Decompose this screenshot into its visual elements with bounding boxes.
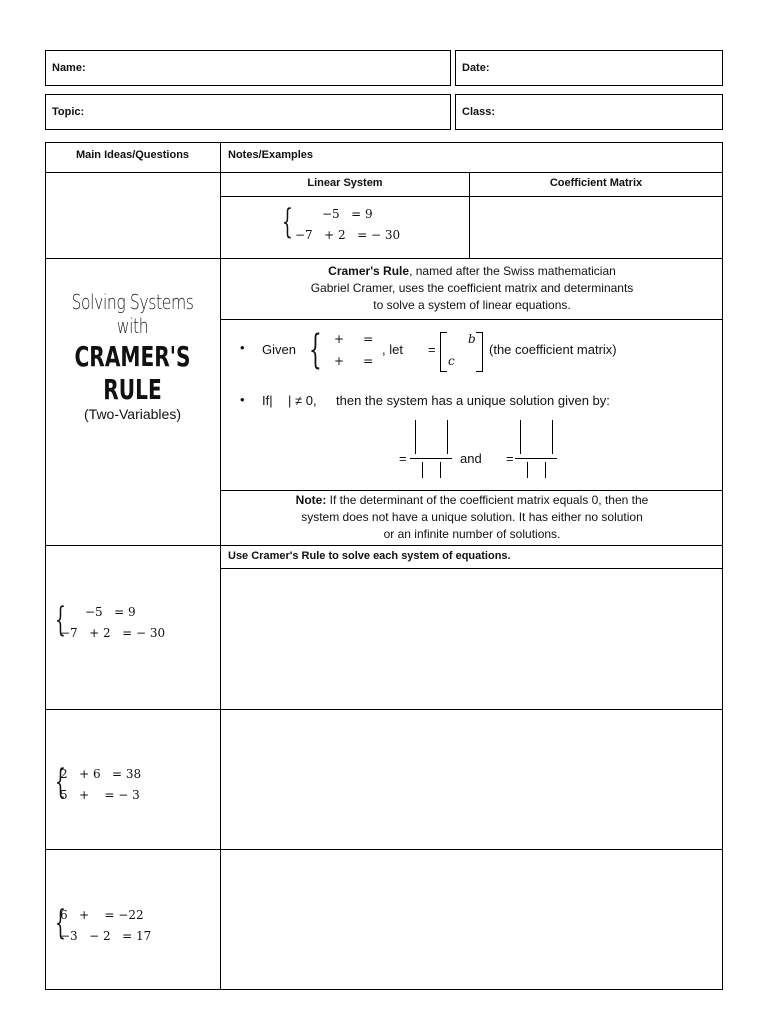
- cramers-intro-text1: , named after the Swiss mathematician: [409, 264, 616, 278]
- topic-label: Topic:: [52, 106, 85, 118]
- eq-sign-x: =: [399, 451, 407, 466]
- problem-2: [55, 764, 215, 808]
- problem-3-work-area[interactable]: [221, 850, 723, 989]
- problem-1-brace-icon: {: [55, 600, 66, 640]
- matrix-after-text: (the coefficient matrix): [489, 342, 617, 357]
- problem-2-eq2: 5 + = − 3: [60, 788, 140, 802]
- topic-field[interactable]: [45, 94, 451, 130]
- matrix-left-bracket: [440, 332, 447, 372]
- given-word: Given: [262, 342, 296, 357]
- example-eq1: −5 = 9: [322, 207, 373, 221]
- given-row2: + =: [334, 354, 374, 368]
- problem-3-eq1: 6 + = −22: [60, 908, 144, 922]
- problem-1-work-area[interactable]: [221, 569, 723, 709]
- example-eq2: −7 + 2 = − 30: [295, 228, 401, 242]
- matrix-b: b: [468, 332, 476, 346]
- problem-3-eq2: −3 − 2 = 17: [60, 929, 152, 943]
- instructions: Use Cramer's Rule to solve each system of equations.: [228, 550, 511, 562]
- bullet-icon: •: [240, 340, 245, 355]
- left-brace-icon: {: [282, 202, 293, 242]
- and-word: and: [460, 451, 482, 466]
- cramers-intro: [221, 263, 723, 314]
- det-y-den-right: [545, 462, 546, 478]
- side-title-line2: CRAMER'S RULE: [74, 340, 191, 406]
- bullet-icon-2: •: [240, 392, 245, 407]
- problem-1-eq1: −5 = 9: [85, 605, 136, 619]
- class-field[interactable]: [455, 94, 723, 130]
- date-label: Date:: [462, 62, 490, 74]
- fraction-bar-x: [410, 458, 452, 459]
- side-title-line1: Solving Systems with: [71, 290, 194, 338]
- row3-line: [45, 545, 723, 546]
- date-field[interactable]: [455, 50, 723, 86]
- if-text: then the system has a unique solution given by:: [336, 393, 610, 408]
- det-y-den-left: [527, 462, 528, 478]
- class-label: Class:: [462, 106, 496, 118]
- if-prefix: If|: [262, 393, 273, 408]
- note-bold: Note:: [295, 493, 327, 507]
- linear-system-header: Linear System: [307, 177, 383, 189]
- cramers-intro-text3: to solve a system of linear equations.: [373, 298, 571, 312]
- main-ideas-header: Main Ideas/Questions: [75, 149, 190, 161]
- problem-3: [55, 905, 215, 949]
- problem-2-eq1: 2 + 6 = 38: [60, 767, 142, 781]
- header-row-line: [45, 172, 723, 173]
- problem-3-brace-icon: {: [55, 903, 66, 943]
- given-bullet: [240, 327, 720, 374]
- det-x-den-left: [422, 462, 423, 478]
- matrix-right-bracket: [476, 332, 483, 372]
- det-y-num-left: [520, 420, 521, 454]
- matrix-c: c: [448, 354, 455, 368]
- name-label: Name:: [52, 62, 86, 74]
- note-text3: or an infinite number of solutions.: [383, 527, 561, 541]
- problem-2-work-area[interactable]: [221, 710, 723, 849]
- let-word: , let: [382, 342, 403, 357]
- given-brace-icon: {: [309, 327, 322, 373]
- problem-1-eq2: −7 + 2 = − 30: [60, 626, 166, 640]
- matrix-eq-sign: =: [428, 342, 436, 357]
- problem-1: [55, 602, 215, 646]
- note-text2: system does not have a unique solution. It has either no solution: [301, 510, 643, 524]
- det-x-den-right: [440, 462, 441, 478]
- eq-sign-y: =: [506, 451, 514, 466]
- det-x-num-right: [447, 420, 448, 454]
- rule-line: [221, 490, 723, 491]
- cramers-rule-bold: Cramer's Rule: [328, 264, 410, 278]
- note-text1: If the determinant of the coefficient matrix equals 0, then the: [326, 493, 649, 507]
- side-title: [45, 290, 220, 422]
- coefficient-matrix-header: Coefficient Matrix: [549, 177, 643, 189]
- subcolumn-divider: [469, 172, 470, 258]
- if-middle: | ≠ 0,: [288, 393, 317, 408]
- fraction-bar-y: [515, 458, 557, 459]
- solution-fractions: [390, 418, 570, 480]
- notes-header: Notes/Examples: [228, 149, 313, 161]
- row2-line: [45, 258, 723, 259]
- cramers-intro-text2: Gabriel Cramer, uses the coefficient matrix and determinants: [310, 281, 634, 295]
- problem-2-brace-icon: {: [55, 762, 66, 802]
- subheader-line: [221, 196, 723, 197]
- given-row1: + =: [334, 332, 374, 346]
- note-box: [221, 492, 723, 543]
- intro-line: [221, 319, 723, 320]
- det-y-num-right: [552, 420, 553, 454]
- side-title-line3: (Two-Variables): [84, 406, 181, 422]
- name-field[interactable]: [45, 50, 451, 86]
- example-system: [282, 204, 452, 248]
- det-x-num-left: [415, 420, 416, 454]
